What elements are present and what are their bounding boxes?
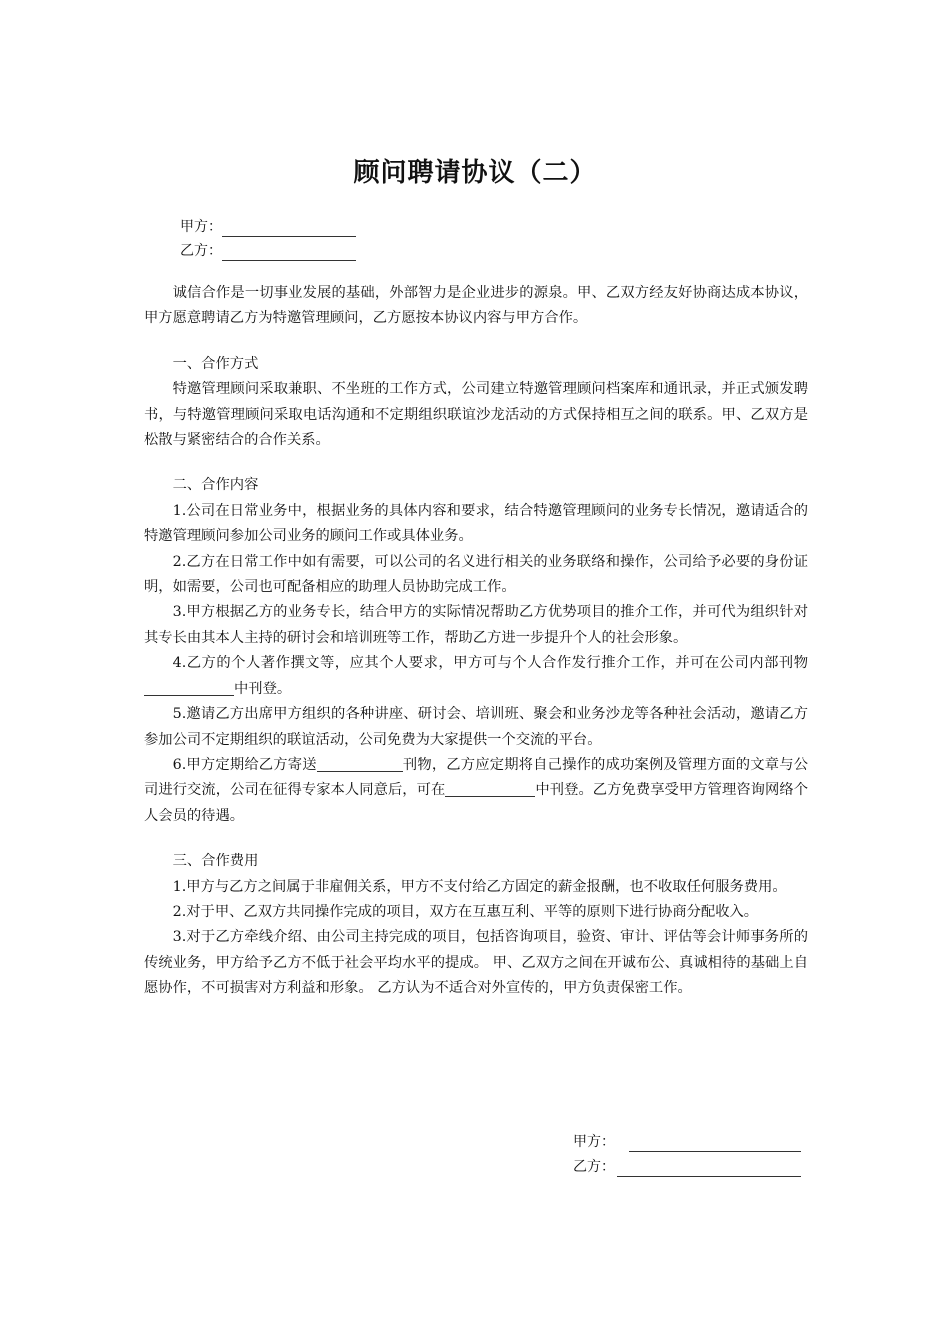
section2-item6-part-c: 中刊登。乙方免费享受甲方管理咨询网络个人会员的待遇。: [144, 782, 809, 824]
header-party-b: [180, 241, 356, 261]
signature-party-a-blank: [629, 1136, 801, 1152]
signature-party-b: [573, 1157, 801, 1177]
section2-item6-part-a: 6.甲方定期给乙方寄送: [172, 756, 317, 773]
section2-item5: 5.邀请乙方出席甲方组织的各种讲座、研讨会、培训班、聚会和业务沙龙等各种社会活动，邀请乙方参加公司不定期组织的联谊活动，公司免费为大家提供一个交流的平台。: [144, 706, 808, 748]
signature-party-b-blank: [617, 1161, 801, 1177]
section2-item1: 1.公司在日常业务中，根据业务的具体内容和要求，结合特邀管理顾问的业务专长情况，邀请适合的特邀管理顾问参加公司业务的顾问工作或具体业务。: [144, 502, 808, 545]
section2-item2: 2.乙方在日常工作中如有需要，可以公司的名义进行相关的业务联络和操作，公司给予必要的身份证明，如需要，公司也可配备相应的助理人员协助完成工作。: [144, 553, 808, 596]
intro-paragraph: 诚信合作是一切事业发展的基础，外部智力是企业进步的源泉。甲、乙双方经友好协商达成本协议，甲方愿意聘请乙方为特邀管理顾问，乙方愿按本协议内容与甲方合作。: [144, 285, 808, 327]
section3-item3: 3.对于乙方牵线介绍、由公司主持完成的项目，包括咨询项目，验资、审计、评估等会计师事务所的传统业务，甲方给予乙方不低于社会平均水平的提成。 甲、乙双方之间在开诚布公、真诚相待的基础上自愿协作，不可损害对方利益和形象。 乙方认为不适合对外宣传的，甲方负责保密工作。: [144, 929, 808, 997]
document-title: 顾问聘请协议（二）: [353, 158, 597, 188]
section2-item6-part-b: 刊物，乙方应定期将自己操作的成功案例及管理方面的文章与公司进行交流，公司在征得专家本人同意后，可在: [144, 756, 809, 799]
media-blank: [445, 780, 535, 797]
section2-item6: [144, 753, 808, 829]
header-party-a-blank: [222, 221, 356, 237]
section2-item4: [144, 651, 808, 702]
header-party-b-label: 乙方：: [180, 243, 222, 259]
header-party-a-label: 甲方：: [180, 219, 222, 235]
section1-heading: 一、合作方式: [172, 355, 259, 372]
section3-heading: 三、合作费用: [172, 853, 259, 870]
section2-item4-part-b: 中刊登。: [234, 680, 292, 697]
signature-party-a-label: 甲方：: [573, 1134, 615, 1150]
section1-text: 特邀管理顾问采取兼职、不坐班的工作方式，公司建立特邀管理顾问档案库和通讯录，并正式颁发聘书，与特邀管理顾问采取电话沟通和不定期组织联谊沙龙活动的方式保持相互之间的联系。甲、乙双方是松散与紧密结合的合作关系。: [144, 381, 808, 449]
signature-party-a: [573, 1132, 801, 1152]
section3-item2: 2.对于甲、乙双方共同操作完成的项目，双方在互惠互利、平等的原则下进行协商分配收入。: [172, 903, 759, 920]
periodical-blank: [317, 755, 403, 772]
signature-party-b-label: 乙方：: [573, 1159, 615, 1175]
publication-blank: [144, 679, 234, 696]
header-party-a: [180, 217, 356, 237]
document-body: [144, 281, 808, 1002]
section2-item4-part-a: 4.乙方的个人著作撰文等，应其个人要求，甲方可与个人合作发行推介工作，并可在公司内部刊物: [172, 655, 808, 672]
section3-item1: 1.甲方与乙方之间属于非雇佣关系，甲方不支付给乙方固定的薪金报酬，也不收取任何服务费用。: [172, 878, 787, 895]
section2-heading: 二、合作内容: [172, 477, 259, 494]
header-party-b-blank: [222, 245, 356, 261]
section2-item3: 3.甲方根据乙方的业务专长，结合甲方的实际情况帮助乙方优势项目的推介工作，并可代为组织针对其专长由其本人主持的研讨会和培训班等工作，帮助乙方进一步提升个人的社会形象。: [144, 604, 808, 646]
